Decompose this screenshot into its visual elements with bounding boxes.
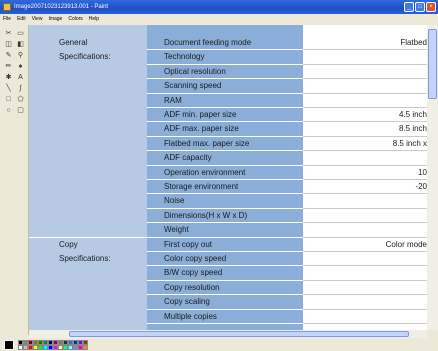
maximize-button[interactable]: □	[415, 2, 425, 12]
text-tool-icon[interactable]: A	[18, 74, 23, 81]
category-column	[29, 25, 147, 330]
row-divider	[303, 64, 427, 65]
row-divider	[303, 222, 427, 223]
line-tool-icon[interactable]: ╲	[6, 85, 11, 92]
spec-feature-label: Operation environment	[164, 167, 246, 177]
spec-feature-label: Flatbed max. paper size	[164, 138, 250, 148]
menu-bar	[0, 14, 438, 24]
drawing-canvas[interactable]	[29, 25, 427, 330]
row-divider	[303, 179, 427, 180]
row-divider	[303, 265, 427, 266]
ellipse-tool-icon[interactable]: ○	[6, 107, 11, 114]
spec-feature-label: RAM	[164, 95, 182, 105]
menu-file[interactable]: File	[3, 16, 12, 22]
row-divider	[147, 323, 303, 324]
menu-view[interactable]: View	[31, 16, 43, 22]
spec-feature-label: Copy resolution	[164, 282, 220, 292]
minimize-button[interactable]: _	[404, 2, 414, 12]
rounded-rectangle-tool-icon[interactable]: ▢	[17, 107, 24, 114]
current-color-swatch	[4, 340, 14, 350]
row-divider	[303, 93, 427, 94]
fill-tool-icon[interactable]: ◧	[17, 41, 24, 48]
curve-tool-icon[interactable]: ∫	[19, 85, 22, 92]
row-divider	[303, 323, 427, 324]
spec-feature-label: Noise	[164, 196, 185, 206]
rectangle-tool-icon[interactable]: □	[6, 96, 11, 103]
spec-value: 8.5 inch	[398, 124, 427, 134]
spec-feature-label: Scanning speed	[164, 81, 222, 91]
palette-color-swatch[interactable]	[83, 345, 88, 350]
section-category-label: Copy Specifications:	[59, 239, 111, 263]
airbrush-tool-icon[interactable]: ✱	[5, 74, 12, 81]
free-select-tool-icon[interactable]: ✂	[5, 30, 12, 37]
vertical-scroll-thumb[interactable]	[428, 29, 437, 99]
section-category-label: General Specifications:	[59, 38, 111, 62]
row-divider	[303, 78, 427, 79]
window-title: Image20071023123913.001 - Paint	[14, 4, 109, 10]
color-palette	[0, 339, 438, 351]
polygon-tool-icon[interactable]: ⬠	[17, 96, 24, 103]
spec-feature-label: Copy scaling	[164, 297, 210, 307]
spec-feature-label: First copy out	[164, 239, 213, 249]
spec-value: 4.5 inch	[398, 110, 427, 119]
spec-feature-label: Storage environment	[164, 182, 239, 191]
row-divider	[303, 165, 427, 166]
spec-feature-label: Dimensions(H x W x D)	[164, 210, 248, 220]
row-divider	[303, 49, 427, 50]
menu-edit[interactable]: Edit	[17, 16, 26, 22]
close-button[interactable]: ×	[426, 2, 436, 12]
pencil-tool-icon[interactable]: ✏	[5, 63, 12, 70]
spec-value: -20	[415, 182, 427, 191]
spec-value: Flatbed	[400, 38, 427, 47]
eraser-tool-icon[interactable]: ◫	[5, 41, 12, 48]
menu-colors[interactable]: Colors	[68, 16, 83, 22]
spec-feature-label: Optical resolution	[164, 66, 226, 76]
spec-feature-label: ADF min. paper size	[164, 110, 237, 119]
value-column	[303, 25, 427, 330]
magnifier-tool-icon[interactable]: ⚲	[17, 52, 24, 59]
horizontal-scroll-thumb[interactable]	[69, 331, 409, 337]
paint-app-icon	[3, 3, 11, 11]
vertical-scrollbar[interactable]	[427, 25, 438, 330]
row-divider	[303, 294, 427, 295]
window-controls	[404, 2, 436, 12]
menu-image[interactable]: Image	[48, 16, 63, 22]
spec-feature-label: ADF max. paper size	[164, 124, 239, 134]
horizontal-scrollbar[interactable]	[29, 330, 427, 338]
row-divider	[303, 309, 427, 310]
row-divider	[303, 208, 427, 209]
spec-feature-label: Color copy speed	[164, 254, 227, 263]
title-bar	[0, 0, 438, 14]
select-tool-icon[interactable]: ▭	[17, 30, 24, 37]
row-divider	[303, 193, 427, 194]
color-picker-tool-icon[interactable]: ✎	[5, 52, 12, 59]
row-divider	[303, 251, 427, 252]
spec-feature-label: Document feeding mode	[164, 38, 252, 47]
spec-value: 8.5 inch x	[392, 138, 427, 148]
spec-value: Color mode	[385, 239, 427, 249]
spec-feature-label: Weight	[164, 225, 189, 235]
brush-tool-icon[interactable]: ♠	[18, 63, 23, 70]
menu-help[interactable]: Help	[88, 16, 100, 22]
spec-feature-label: ADF capacity	[164, 153, 212, 163]
tool-box	[0, 25, 29, 335]
spec-value: 10	[418, 167, 427, 177]
spec-feature-label: Technology	[164, 52, 205, 62]
spec-feature-label: B/W copy speed	[164, 268, 223, 278]
row-divider	[303, 150, 427, 151]
spec-feature-label: Multiple copies	[164, 311, 217, 321]
row-divider	[303, 280, 427, 281]
